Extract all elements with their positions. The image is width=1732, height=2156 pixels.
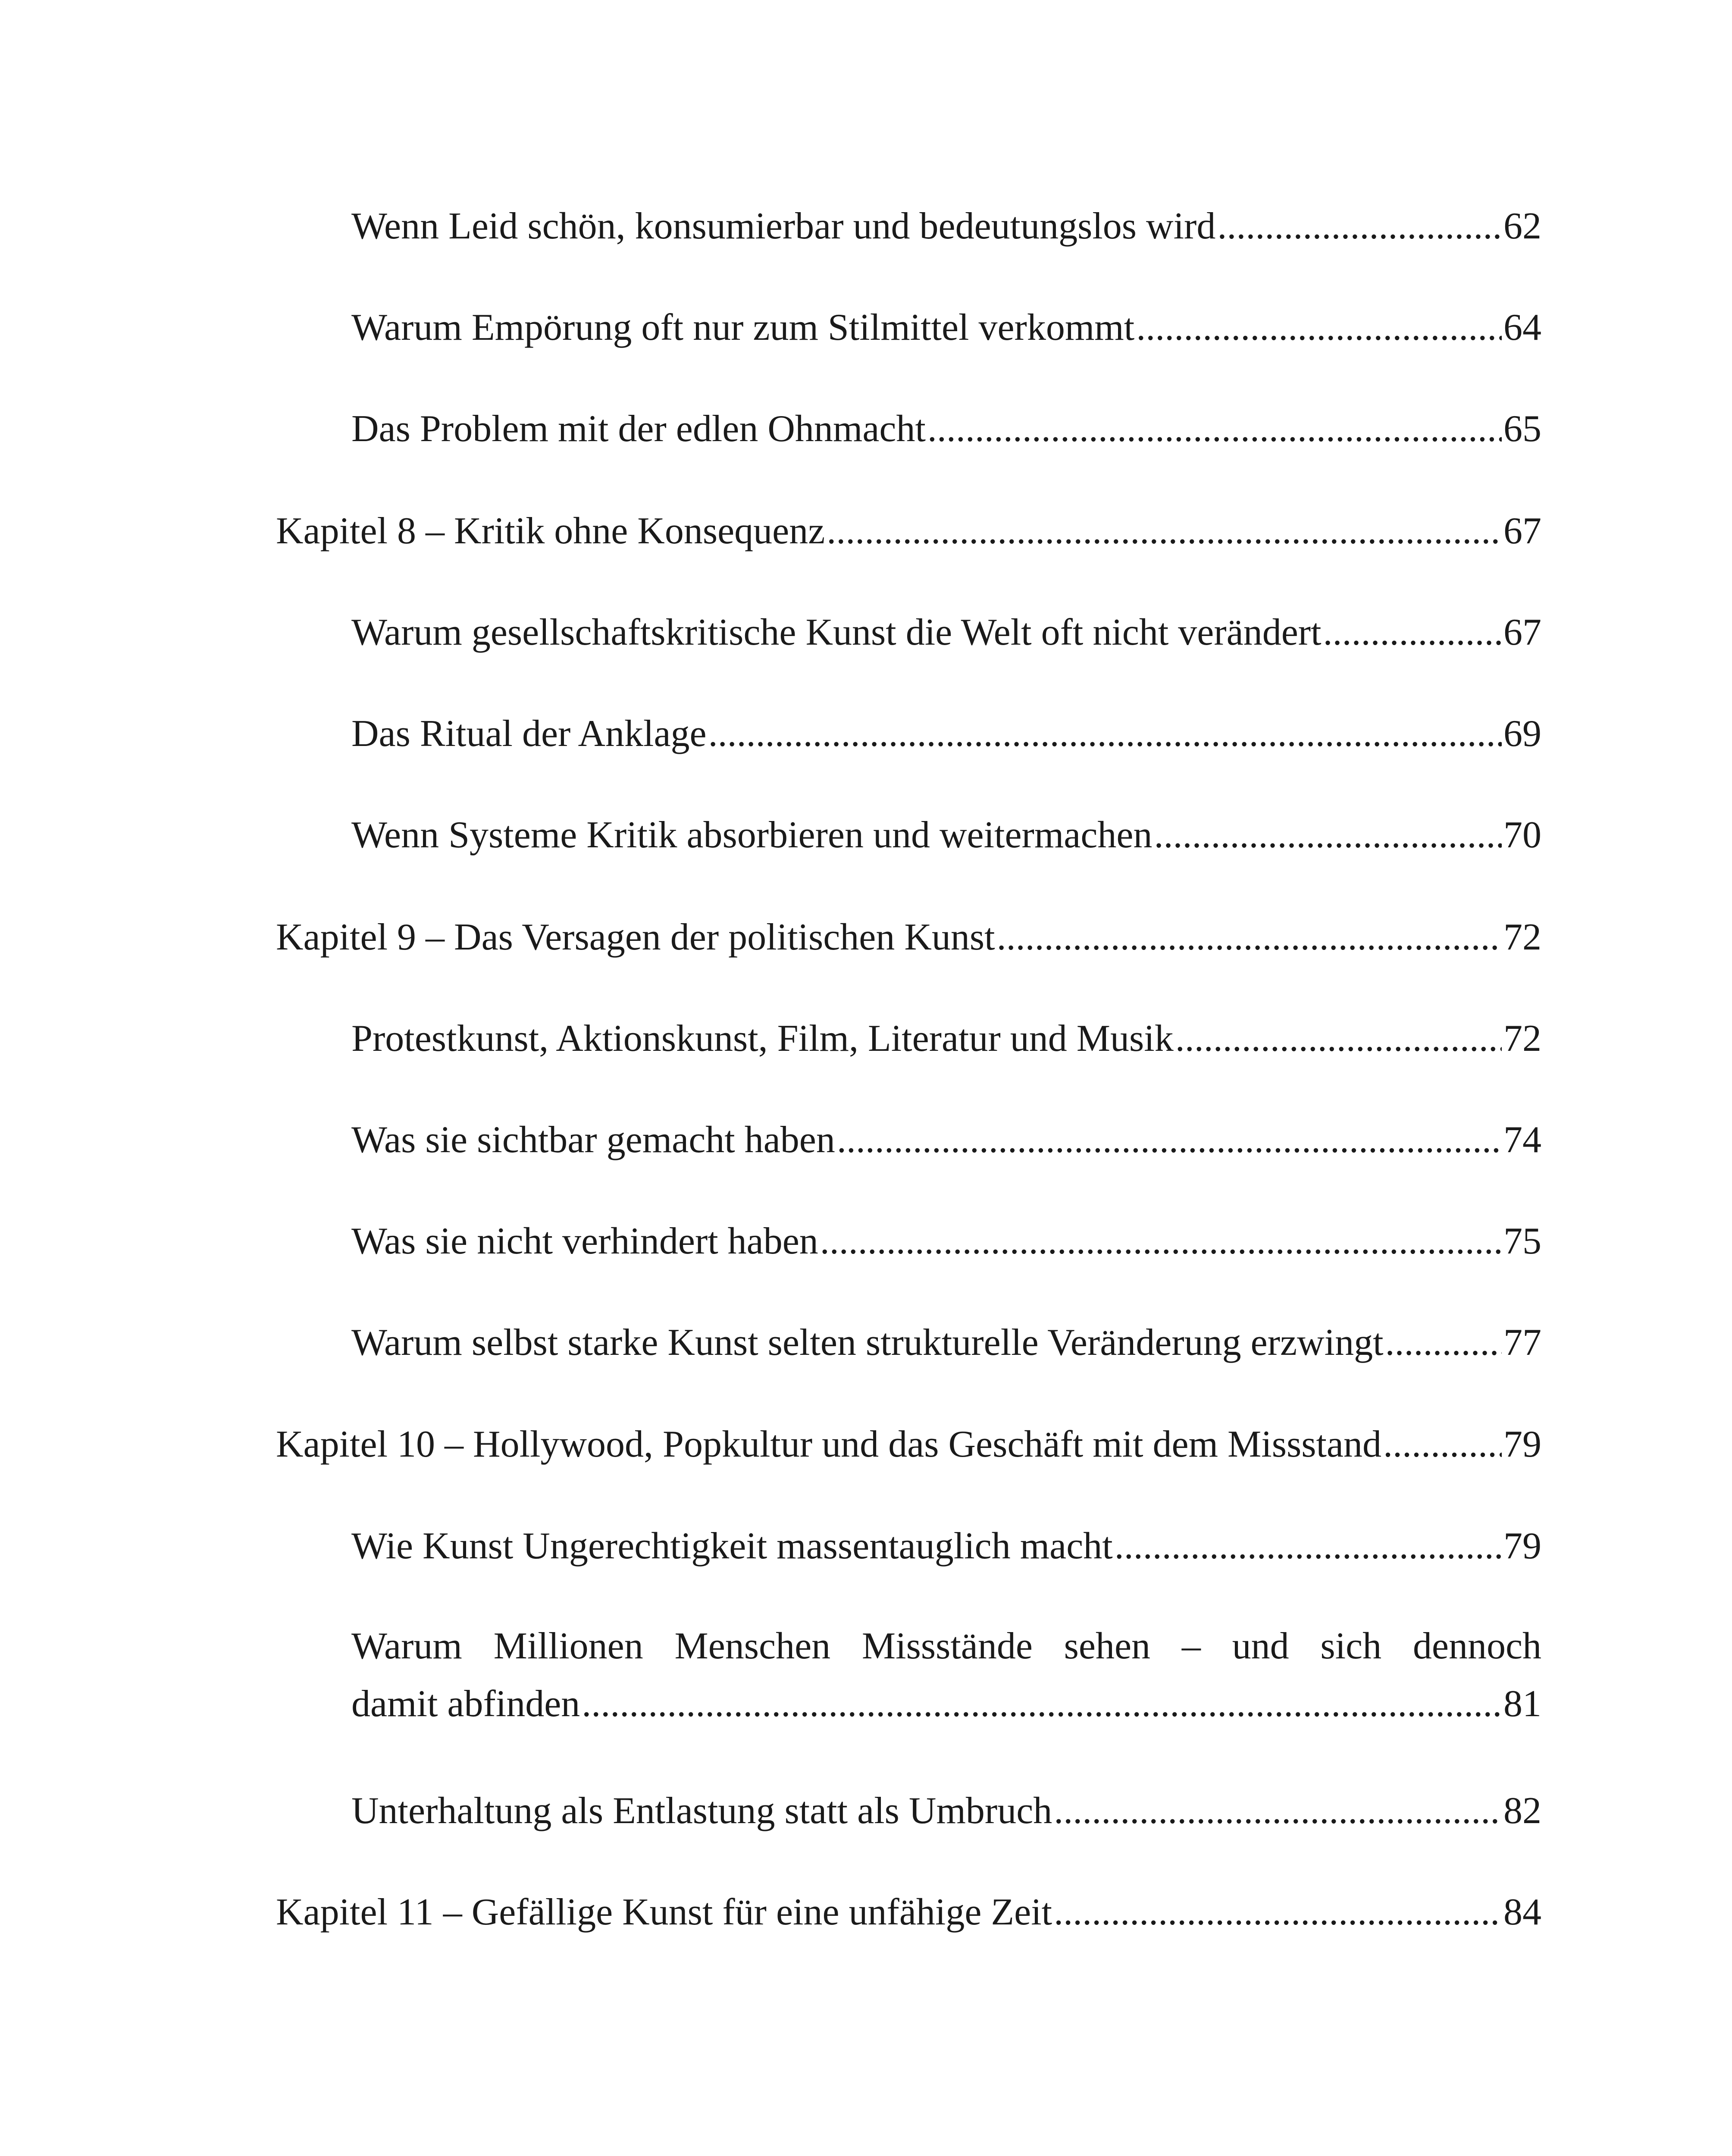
toc-entry[interactable] xyxy=(351,1789,1541,1833)
toc-entry-multiline[interactable] xyxy=(351,1617,1541,1733)
toc-entry-title: Was sie nicht verhindert haben xyxy=(351,1220,818,1262)
toc-entry[interactable] xyxy=(351,407,1541,451)
toc-entry-page: 79 xyxy=(1503,1525,1541,1567)
toc-entry[interactable] xyxy=(351,205,1541,248)
toc-entry-page: 64 xyxy=(1503,307,1541,348)
dot-leader xyxy=(997,916,1502,959)
dot-leader xyxy=(708,712,1502,755)
toc-entry-page: 69 xyxy=(1503,713,1541,755)
toc-entry-page: 81 xyxy=(1503,1683,1541,1725)
toc-entry-title: Kapitel 11 – Gefällige Kunst für eine unfähige Zeit xyxy=(276,1891,1052,1933)
toc-entry-line2 xyxy=(351,1675,1541,1733)
toc-entry[interactable] xyxy=(351,611,1541,654)
toc-chapter-entry[interactable] xyxy=(276,1891,1541,1934)
toc-entry[interactable] xyxy=(351,712,1541,755)
toc-entry-page: 72 xyxy=(1503,1018,1541,1059)
toc-entry-title: Warum gesellschaftskritische Kunst die Welt oft nicht verändert xyxy=(351,611,1322,653)
dot-leader xyxy=(1383,1423,1502,1466)
toc-entry[interactable] xyxy=(351,1119,1541,1162)
dot-leader xyxy=(820,1220,1502,1263)
dot-leader xyxy=(1175,1017,1502,1060)
toc-entry-page: 67 xyxy=(1503,510,1541,552)
toc-entry-title-line2: damit abfinden xyxy=(351,1683,580,1725)
dot-leader xyxy=(827,510,1502,553)
toc-entry-page: 72 xyxy=(1503,916,1541,958)
dot-leader xyxy=(837,1119,1502,1162)
toc-entry-title-line1: Warum Millionen Menschen Missstände sehen – und sich dennoch xyxy=(351,1625,1541,1667)
toc-entry[interactable] xyxy=(351,1220,1541,1263)
dot-leader xyxy=(582,1675,1502,1733)
dot-leader xyxy=(1054,1891,1502,1934)
toc-entry-page: 65 xyxy=(1503,408,1541,450)
toc-entry-page: 75 xyxy=(1503,1220,1541,1262)
dot-leader xyxy=(927,407,1502,451)
toc-entry-page: 82 xyxy=(1503,1790,1541,1832)
toc-entry-title: Warum selbst starke Kunst selten strukturelle Veränderung erzwingt xyxy=(351,1322,1384,1363)
toc-entry[interactable] xyxy=(351,306,1541,349)
toc-entry-title: Kapitel 9 – Das Versagen der politischen Kunst xyxy=(276,916,995,958)
toc-entry[interactable] xyxy=(351,1525,1541,1568)
toc-entry-page: 62 xyxy=(1503,205,1541,247)
dot-leader xyxy=(1154,814,1502,857)
toc-chapter-entry[interactable] xyxy=(276,510,1541,553)
toc-entry-title: Warum Empörung oft nur zum Stilmittel verkommt xyxy=(351,307,1135,348)
toc-entry-page: 70 xyxy=(1503,814,1541,856)
dot-leader xyxy=(1323,611,1502,654)
toc-entry-title: Kapitel 10 – Hollywood, Popkultur und das Geschäft mit dem Missstand xyxy=(276,1423,1381,1465)
toc-entry-title: Was sie sichtbar gemacht haben xyxy=(351,1119,835,1161)
toc-entry-page: 84 xyxy=(1503,1891,1541,1933)
toc-entry-title: Wie Kunst Ungerechtigkeit massentauglich macht xyxy=(351,1525,1113,1567)
toc-entry-title: Das Ritual der Anklage xyxy=(351,713,707,755)
toc-entry[interactable] xyxy=(351,1321,1541,1364)
dot-leader xyxy=(1136,306,1502,349)
toc-entry-page: 77 xyxy=(1503,1322,1541,1363)
toc-entry-title: Unterhaltung als Entlastung statt als Umbruch xyxy=(351,1790,1052,1832)
toc-entry-title: Wenn Leid schön, konsumierbar und bedeutungslos wird xyxy=(351,205,1216,247)
dot-leader xyxy=(1217,205,1502,248)
toc-entry-title: Protestkunst, Aktionskunst, Film, Literatur und Musik xyxy=(351,1018,1174,1059)
toc-entry-page: 79 xyxy=(1503,1423,1541,1465)
dot-leader xyxy=(1385,1321,1502,1364)
toc-entry-title: Kapitel 8 – Kritik ohne Konsequenz xyxy=(276,510,825,552)
dot-leader xyxy=(1054,1789,1502,1833)
toc-entry-title: Das Problem mit der edlen Ohnmacht xyxy=(351,408,926,450)
toc-entry[interactable] xyxy=(351,814,1541,857)
toc-entry-title: Wenn Systeme Kritik absorbieren und weitermachen xyxy=(351,814,1153,856)
toc-entry-page: 74 xyxy=(1503,1119,1541,1161)
dot-leader xyxy=(1115,1525,1502,1568)
toc-entry[interactable] xyxy=(351,1017,1541,1060)
toc-entry-page: 67 xyxy=(1503,611,1541,653)
toc-chapter-entry[interactable] xyxy=(276,1423,1541,1466)
toc-chapter-entry[interactable] xyxy=(276,916,1541,959)
